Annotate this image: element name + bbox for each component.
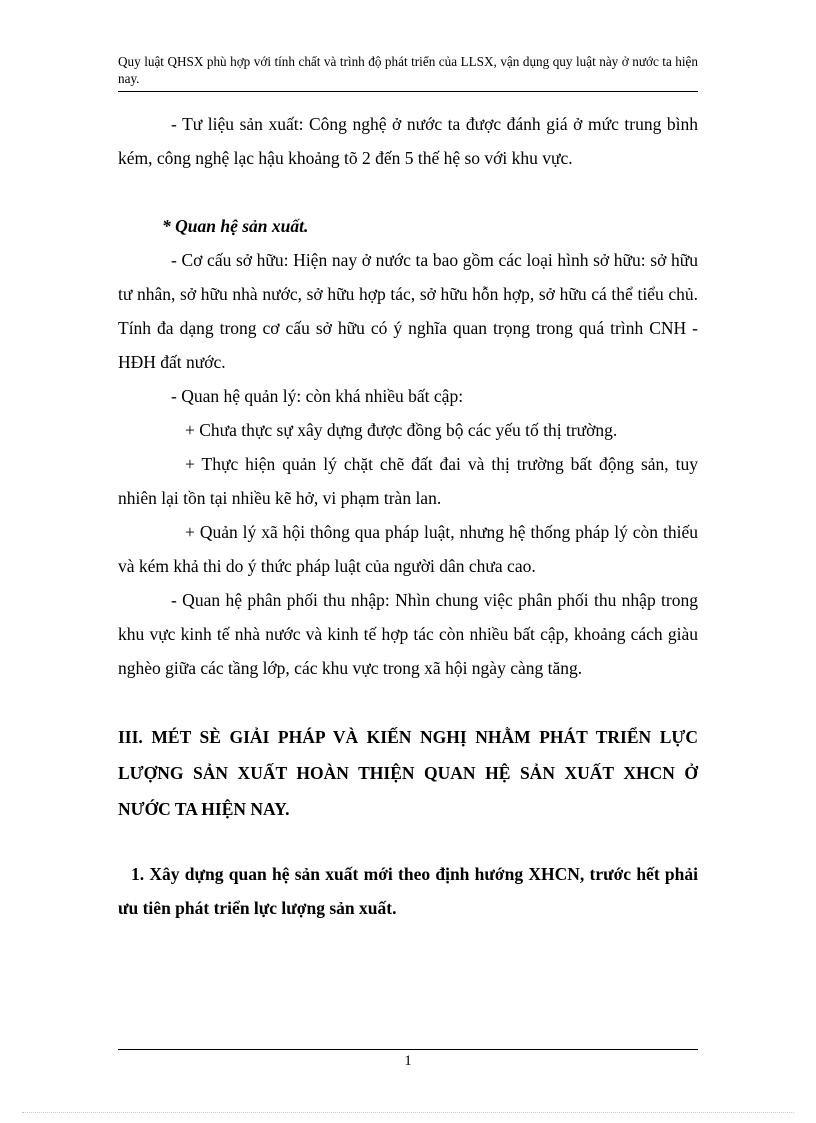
section-heading-solutions: III. MÉT SÈ GIẢI PHÁP VÀ KIẾN NGHỊ NHẰM PHÁT TRIỂN LỰC LƯỢNG SẢN XUẤT HOÀN THIỆN QUAN HỆ SẢN XUẤT XHCN Ở NƯỚC TA HIỆN NAY. <box>118 727 698 819</box>
paragraph-production-means: - Tư liệu sản xuất: Công nghệ ở nước ta được đánh giá ở mức trung bình kém, công nghệ lạc hậu khoảng tõ 2 đến 5 thế hệ so với khu vực. <box>118 114 698 168</box>
header-divider <box>118 91 698 92</box>
footer-divider <box>118 1049 698 1050</box>
page-edge-marker <box>22 1112 794 1113</box>
paragraph-income-distribution: - Quan hệ phân phối thu nhập: Nhìn chung việc phân phối thu nhập trong khu vực kinh tế nhà nước và kinh tế hợp tác còn nhiều bất cập, khoảng cách giàu nghèo giữa các tầng lớp, các khu vực trong xã hội ngày càng tăng. <box>118 590 698 678</box>
subsection-heading-1: 1. Xây dựng quan hệ sản xuất mới theo định hướng XHCN, trước hết phải ưu tiên phát triển lực lượng sản xuất. <box>118 864 698 918</box>
paragraph-management-relations: - Quan hệ quản lý: còn khá nhiều bất cập: <box>171 386 464 406</box>
paragraph-ownership-structure: - Cơ cấu sở hữu: Hiện nay ở nước ta bao gồm các loại hình sở hữu: sở hữu tư nhân, sở hữu nhà nước, sở hữu hợp tác, sở hữu hỗn hợp, sở hữu cá thể tiểu chủ. Tính đa dạng trong cơ cấu sở hữu có ý nghĩa quan trọng trong quá trình CNH - HĐH đất nước. <box>118 250 698 372</box>
subheading-production-relations: * Quan hệ sản xuất. <box>162 216 309 236</box>
document-body <box>118 107 698 925</box>
list-item-legal-management: + Quản lý xã hội thông qua pháp luật, nhưng hệ thống pháp lý còn thiếu và kém khả thi do ý thức pháp luật của người dân chưa cao. <box>118 522 698 576</box>
page-number: 1 <box>404 1053 412 1069</box>
list-item-market-factors: + Chưa thực sự xây dựng được đồng bộ các yếu tố thị trường. <box>185 420 618 440</box>
running-header: Quy luật QHSX phù hợp với tính chất và trình độ phát triển của LLSX, vận dụng quy luật này ở nước ta hiện nay. <box>118 54 698 86</box>
list-item-land-management: + Thực hiện quản lý chặt chẽ đất đai và thị trường bất động sản, tuy nhiên lại tồn tại nhiều kẽ hở, vi phạm tràn lan. <box>118 454 698 508</box>
